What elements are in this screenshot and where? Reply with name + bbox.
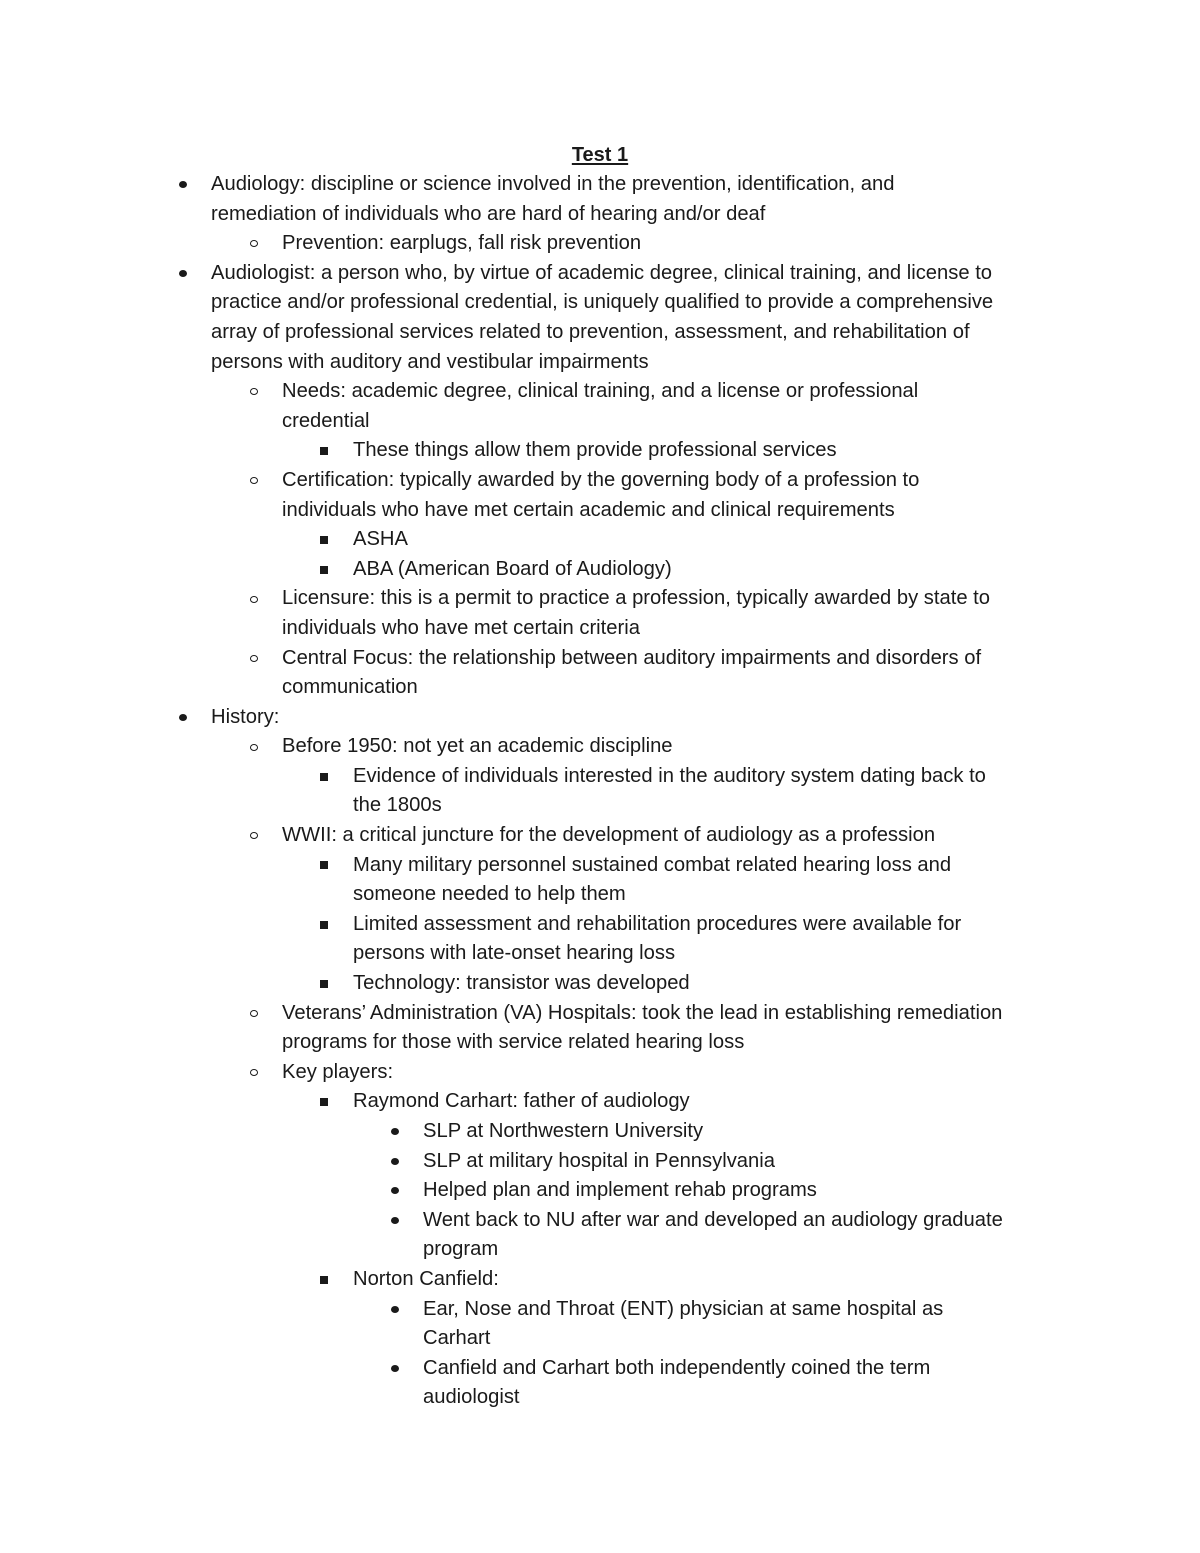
list-item-text: communication [282,676,418,699]
list-item-text: someone needed to help them [353,883,626,906]
list-item [0,673,1200,703]
list-item [0,939,1200,969]
disc-bullet-icon [388,1206,402,1236]
list-item-text: Central Focus: the relationship between auditory impairments and disorders of [282,646,982,669]
list-item-text: Limited assessment and rehabilitation procedures were available for [353,912,962,935]
disc-bullet-icon [388,1354,402,1384]
square-bullet-icon [317,1087,331,1117]
list-item-text: the 1800s [353,794,442,817]
list-item-text: Veterans’ Administration (VA) Hospitals: took the lead in establishing remediation [282,1001,1003,1024]
disc-bullet-icon [176,259,190,289]
list-item [0,377,1200,407]
list-item-text: Norton Canfield: [353,1267,499,1290]
list-item-text: array of professional services related to prevention, assessment, and rehabilitation of [211,320,970,343]
list-item-text: individuals who have met certain academic and clinical requirements [282,498,895,521]
circle-bullet-icon [247,644,261,674]
list-item-text: remediation of individuals who are hard of hearing and/or deaf [211,202,766,225]
circle-bullet-icon [247,466,261,496]
list-item [0,1235,1200,1265]
list-item [0,999,1200,1029]
list-item [0,1295,1200,1325]
list-item [0,466,1200,496]
circle-bullet-icon [247,999,261,1029]
list-item [0,1087,1200,1117]
list-item [0,1354,1200,1384]
list-item [0,703,1200,733]
circle-bullet-icon [247,821,261,851]
list-item [0,1028,1200,1058]
list-item-text: Licensure: this is a permit to practice a profession, typically awarded by state to [282,587,991,610]
square-bullet-icon [317,910,331,940]
list-item-text: Before 1950: not yet an academic discipline [282,735,673,758]
list-item-text: practice and/or professional credential, is uniquely qualified to provide a comprehensive [211,291,994,314]
list-item-text: Audiologist: a person who, by virtue of academic degree, clinical training, and license to [211,261,993,284]
circle-bullet-icon [247,584,261,614]
square-bullet-icon [317,525,331,555]
square-bullet-icon [317,436,331,466]
list-item [0,821,1200,851]
list-item [0,969,1200,999]
list-item [0,880,1200,910]
list-item [0,1147,1200,1177]
list-item [0,910,1200,940]
list-item [0,762,1200,792]
list-item-text: Evidence of individuals interested in the auditory system dating back to [353,764,986,787]
list-item-text: credential [282,409,370,432]
disc-bullet-icon [388,1295,402,1325]
list-item-text: Key players: [282,1060,394,1083]
list-item [0,229,1200,259]
list-item [0,644,1200,674]
list-item [0,200,1200,230]
list-item [0,496,1200,526]
list-item [0,348,1200,378]
circle-bullet-icon [247,732,261,762]
list-item [0,1383,1200,1413]
list-item [0,851,1200,881]
square-bullet-icon [317,762,331,792]
disc-bullet-icon [176,170,190,200]
list-item [0,1265,1200,1295]
list-item-text: Prevention: earplugs, fall risk prevention [282,232,642,255]
list-item-text: Ear, Nose and Throat (ENT) physician at same hospital as [423,1297,944,1320]
list-item [0,791,1200,821]
disc-bullet-icon [388,1147,402,1177]
list-item [0,614,1200,644]
list-item-text: Helped plan and implement rehab programs [423,1179,817,1202]
circle-bullet-icon [247,1058,261,1088]
square-bullet-icon [317,851,331,881]
list-item-text: program [423,1238,499,1261]
list-item-text: Audiology: discipline or science involved in the prevention, identification, and [211,173,895,195]
list-item-text: Certification: typically awarded by the governing body of a profession to [282,468,920,491]
list-item [0,259,1200,289]
list-item-text: Canfield and Carhart both independently coined the term [423,1356,931,1379]
list-item [0,1058,1200,1088]
list-item [0,407,1200,437]
list-item-text: persons with late-onset hearing loss [353,942,676,965]
disc-bullet-icon [388,1117,402,1147]
list-item [0,555,1200,585]
list-item [0,318,1200,348]
bullet-list [0,170,1200,1413]
list-item-text: persons with auditory and vestibular impairments [211,350,649,373]
list-item-text: individuals who have met certain criteria [282,616,640,639]
list-item-text: ASHA [353,528,408,551]
square-bullet-icon [317,1265,331,1295]
list-item [0,525,1200,555]
list-item [0,1206,1200,1236]
list-item-text: audiologist [423,1386,520,1409]
list-item-text: Carhart [423,1327,491,1350]
list-item [0,584,1200,614]
list-item-text: Raymond Carhart: father of audiology [353,1090,690,1113]
list-item [0,170,1200,200]
square-bullet-icon [317,555,331,585]
list-item [0,288,1200,318]
disc-bullet-icon [388,1176,402,1206]
list-item-text: History: [211,705,280,728]
list-item-text: WWII: a critical juncture for the development of audiology as a profession [282,824,936,847]
list-item-text: Needs: academic degree, clinical training, and a license or professional [282,380,919,403]
list-item [0,1176,1200,1206]
list-item-text: Went back to NU after war and developed an audiology graduate [423,1208,1003,1231]
list-item-text: SLP at Northwestern University [423,1120,704,1142]
list-item [0,1324,1200,1354]
list-item-text: SLP at military hospital in Pennsylvania [423,1149,775,1172]
circle-bullet-icon [247,229,261,259]
list-item-text: ABA (American Board of Audiology) [353,557,672,580]
list-item-text: programs for those with service related hearing loss [282,1031,745,1054]
list-item [0,1117,1200,1147]
list-item-text: Technology: transistor was developed [353,972,690,995]
circle-bullet-icon [247,377,261,407]
list-item-text: Many military personnel sustained combat related hearing loss and [353,853,952,876]
list-item [0,732,1200,762]
disc-bullet-icon [176,703,190,733]
page-title: Test 1 [571,144,629,166]
square-bullet-icon [317,969,331,999]
list-item [0,436,1200,466]
list-item-text: These things allow them provide professional services [353,439,837,462]
